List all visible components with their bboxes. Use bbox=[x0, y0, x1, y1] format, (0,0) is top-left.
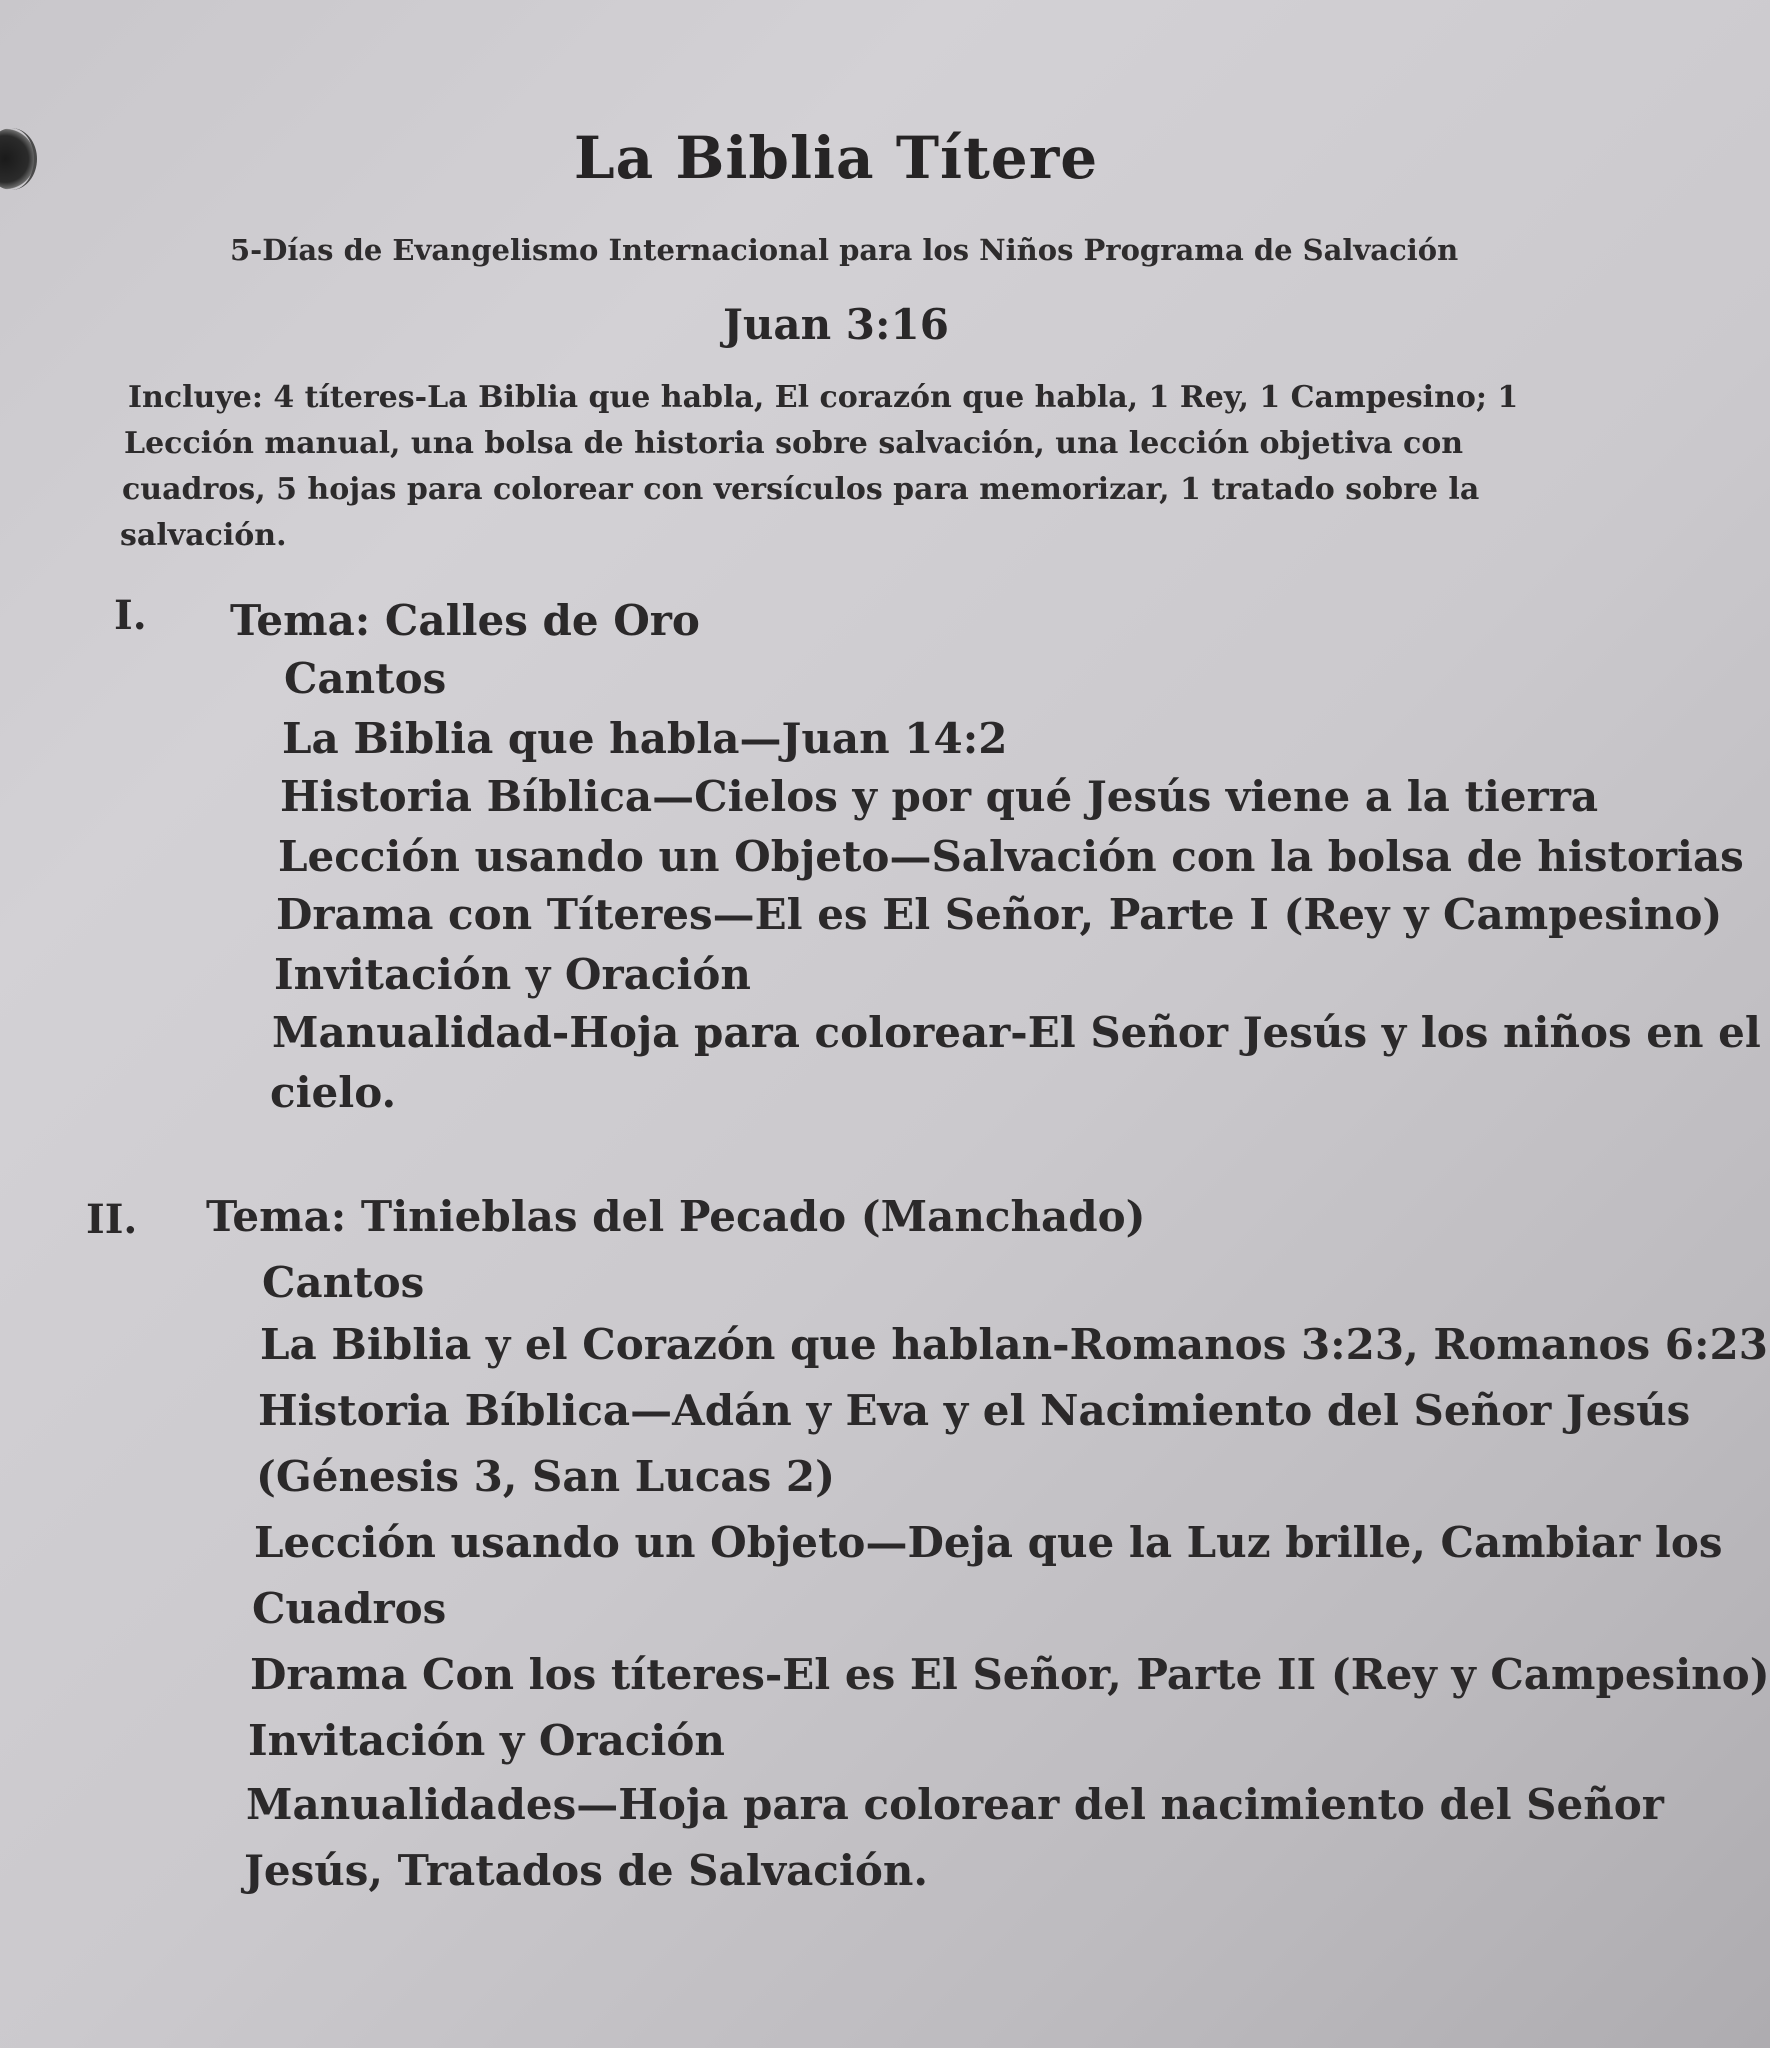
list-item: La Biblia que habla—Juan 14:2 bbox=[282, 714, 1008, 763]
intro-line: salvación. bbox=[120, 518, 287, 553]
intro-line: Incluye: 4 títeres-La Biblia que habla, El corazón que habla, 1 Rey, 1 Campesino; 1 bbox=[128, 380, 1519, 415]
list-item: (Génesis 3, San Lucas 2) bbox=[256, 1452, 835, 1501]
list-item: Cuadros bbox=[252, 1584, 447, 1633]
list-item: Lección usando un Objeto—Deja que la Luz brille, Cambiar los bbox=[254, 1518, 1723, 1567]
document-subtitle: 5-Días de Evangelismo Internacional para los Niños Programa de Salvación bbox=[230, 233, 1459, 267]
intro-paragraph bbox=[120, 375, 1519, 559]
list-item: Historia Bíblica—Cielos y por qué Jesús viene a la tierra bbox=[280, 772, 1599, 821]
list-item: Cantos bbox=[284, 654, 447, 703]
list-item: Invitación y Oración bbox=[274, 950, 751, 999]
list-item: Drama Con los títeres-El es El Señor, Parte II (Rey y Campesino) bbox=[250, 1650, 1770, 1699]
list-item: Historia Bíblica—Adán y Eva y el Nacimiento del Señor Jesús bbox=[258, 1386, 1691, 1435]
section-heading: Tema: Tinieblas del Pecado (Manchado) bbox=[206, 1192, 1146, 1241]
list-item: Lección usando un Objeto—Salvación con la bolsa de historias bbox=[278, 832, 1744, 881]
document-title: La Biblia Títere bbox=[573, 124, 1099, 192]
list-item: Jesús, Tratados de Salvación. bbox=[244, 1846, 928, 1895]
list-item: Drama con Títeres—El es El Señor, Parte I (Rey y Campesino) bbox=[276, 890, 1723, 939]
section-heading: Tema: Calles de Oro bbox=[230, 596, 700, 645]
list-item: Cantos bbox=[262, 1258, 425, 1307]
list-item: Manualidades—Hoja para colorear del nacimiento del Señor bbox=[246, 1780, 1664, 1829]
scripture-reference: Juan 3:16 bbox=[723, 300, 949, 349]
intro-line: Lección manual, una bolsa de historia sobre salvación, una lección objetiva con bbox=[124, 426, 1464, 461]
list-item: Invitación y Oración bbox=[248, 1716, 725, 1765]
intro-line: cuadros, 5 hojas para colorear con versículos para memorizar, 1 tratado sobre la bbox=[122, 472, 1480, 507]
list-item: La Biblia y el Corazón que hablan-Romanos 3:23, Romanos 6:23 bbox=[260, 1320, 1768, 1369]
list-item: Manualidad-Hoja para colorear-El Señor Jesús y los niños en el bbox=[272, 1008, 1761, 1057]
section-number: I. bbox=[114, 592, 147, 639]
section-number: II. bbox=[86, 1196, 138, 1243]
list-item: cielo. bbox=[270, 1068, 397, 1117]
